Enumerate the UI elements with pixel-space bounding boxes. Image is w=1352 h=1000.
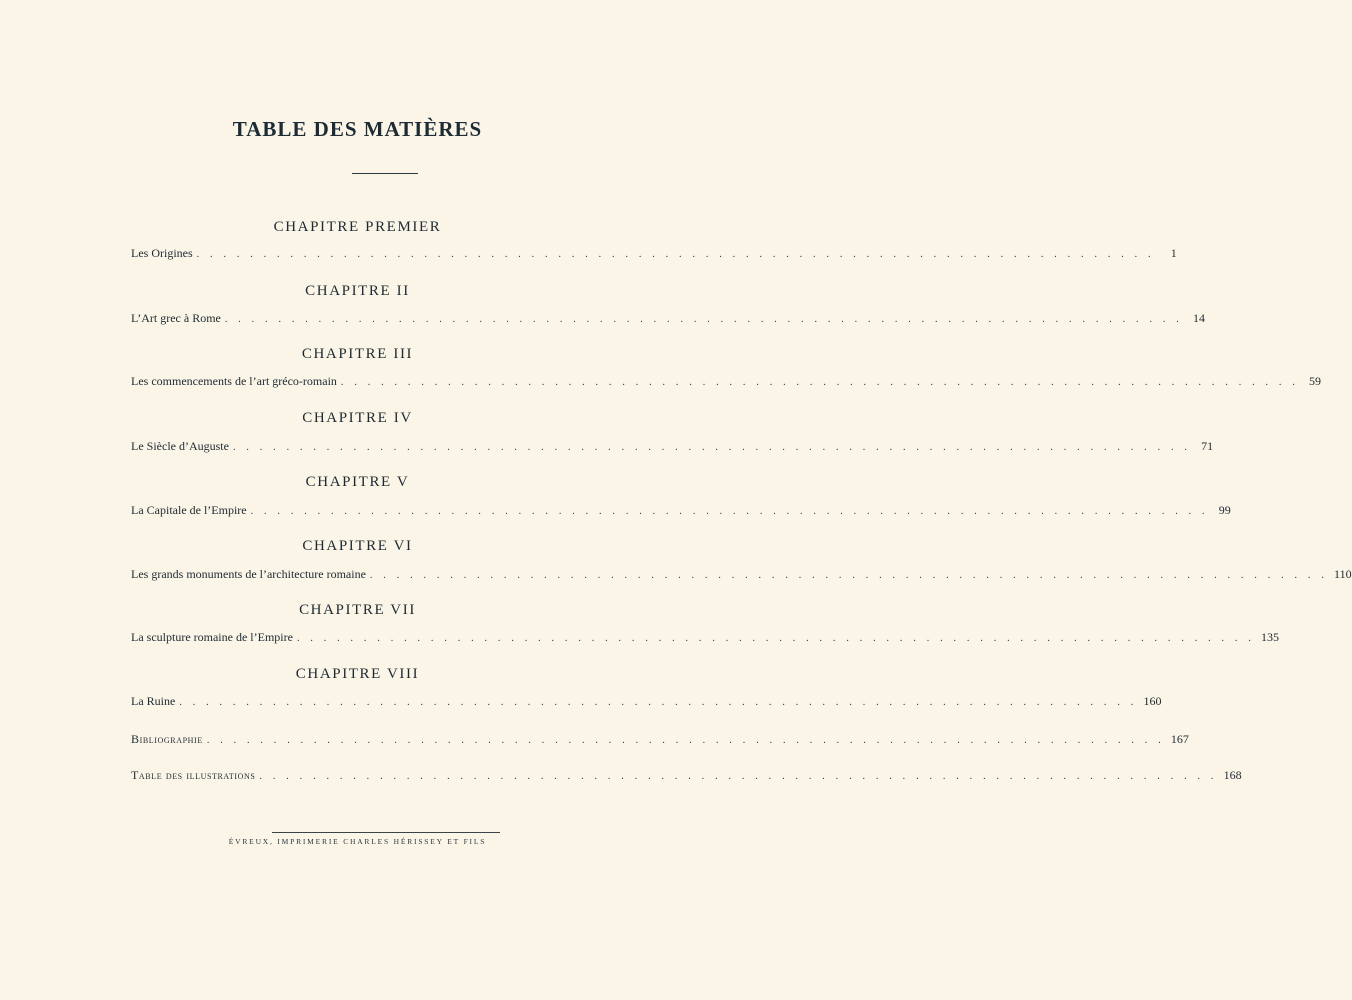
toc-entry-title: La sculpture romaine de l’Empire xyxy=(131,630,293,644)
printer-imprint: ÉVREUX, IMPRIMERIE CHARLES HÉRISSEY ET FILS xyxy=(228,837,487,846)
title-divider xyxy=(352,173,418,174)
toc-entry-title: La Capitale de l’Empire xyxy=(131,503,247,517)
chapter-heading: CHAPITRE II xyxy=(305,283,410,299)
toc-page-number: 71 xyxy=(1201,439,1214,453)
toc-entry-title: Le Siècle d’Auguste xyxy=(131,439,229,453)
toc-entry[interactable] xyxy=(131,503,1231,518)
toc-page-number: 168 xyxy=(1223,768,1242,782)
toc-entry-title: Bibliographie xyxy=(131,732,203,746)
toc-entry[interactable] xyxy=(131,311,1205,326)
toc-entry[interactable] xyxy=(131,694,1162,709)
toc-entry-title: Table des illustrations xyxy=(131,768,256,782)
chapter-heading: CHAPITRE V xyxy=(305,474,410,490)
toc-entry[interactable] xyxy=(131,567,1352,582)
toc-entry-title: Les grands monuments de l’architecture romaine xyxy=(131,567,366,581)
toc-entry-title: La Ruine xyxy=(131,694,176,708)
toc-page-number: 1 xyxy=(1170,246,1177,260)
toc-page-number: 160 xyxy=(1143,694,1162,708)
chapter-heading: CHAPITRE VII xyxy=(299,602,416,618)
chapter-heading: CHAPITRE VI xyxy=(302,538,413,554)
toc-entry-title: L’Art grec à Rome xyxy=(131,311,221,325)
toc-page-number: 59 xyxy=(1309,374,1322,388)
toc-entry[interactable] xyxy=(131,439,1214,454)
chapter-heading: CHAPITRE PREMIER xyxy=(273,219,442,235)
dot-leader: . . . . . . . . . . . . . . . . . . . . . . . . . . . . . . . . . . . . . . . . . . . . . . . . . . . . . . . . . . . . . . . . . . . . . . . . xyxy=(179,697,1138,708)
dot-leader: . . . . . . . . . . . . . . . . . . . . . . . . . . . . . . . . . . . . . . . . . . . . . . . . . . . . . . . . . . . . . . . . . . . . . . . . xyxy=(296,633,1256,644)
toc-entry-title: Les Origines xyxy=(131,246,193,260)
toc-page-number: 110 xyxy=(1334,567,1352,581)
toc-entry[interactable] xyxy=(131,246,1177,261)
toc-entry-illustrations[interactable] xyxy=(131,768,1242,783)
toc-entry[interactable] xyxy=(131,630,1280,645)
toc-page-number: 167 xyxy=(1170,732,1189,746)
chapter-heading: CHAPITRE VIII xyxy=(295,666,420,682)
toc-page-number: 99 xyxy=(1218,503,1231,517)
toc-entry-title: Les commencements de l’art gréco-romain xyxy=(131,374,337,388)
dot-leader: . . . . . . . . . . . . . . . . . . . . . . . . . . . . . . . . . . . . . . . . . . . . . . . . . . . . . . . . . . . . . . . . . . . . . . . . xyxy=(369,570,1329,581)
dot-leader: . . . . . . . . . . . . . . . . . . . . . . . . . . . . . . . . . . . . . . . . . . . . . . . . . . . . . . . . . . . . . . . . . . . . . . . . xyxy=(259,771,1218,782)
toc-entry[interactable] xyxy=(131,374,1322,389)
toc-page-number: 135 xyxy=(1261,630,1280,644)
dot-leader: . . . . . . . . . . . . . . . . . . . . . . . . . . . . . . . . . . . . . . . . . . . . . . . . . . . . . . . . . . . . . . . . . . . . . . . . xyxy=(340,377,1300,388)
dot-leader: . . . . . . . . . . . . . . . . . . . . . . . . . . . . . . . . . . . . . . . . . . . . . . . . . . . . . . . . . . . . . . . . . . . . . . . . xyxy=(196,249,1155,260)
toc-entry-bibliography[interactable] xyxy=(131,732,1189,747)
dot-leader: . . . . . . . . . . . . . . . . . . . . . . . . . . . . . . . . . . . . . . . . . . . . . . . . . . . . . . . . . . . . . . . . . . . . . . . . xyxy=(232,442,1192,453)
imprint-divider xyxy=(272,832,500,833)
page-title: TABLE DES MATIÈRES xyxy=(232,117,483,141)
dot-leader: . . . . . . . . . . . . . . . . . . . . . . . . . . . . . . . . . . . . . . . . . . . . . . . . . . . . . . . . . . . . . . . . . . . . . . . . xyxy=(206,735,1165,746)
chapter-heading: CHAPITRE IV xyxy=(302,410,413,426)
dot-leader: . . . . . . . . . . . . . . . . . . . . . . . . . . . . . . . . . . . . . . . . . . . . . . . . . . . . . . . . . . . . . . . . . . . . . . . . xyxy=(224,314,1183,325)
chapter-heading: CHAPITRE III xyxy=(301,346,414,362)
toc-page-number: 14 xyxy=(1192,311,1205,325)
dot-leader: . . . . . . . . . . . . . . . . . . . . . . . . . . . . . . . . . . . . . . . . . . . . . . . . . . . . . . . . . . . . . . . . . . . . . . . . xyxy=(250,506,1209,517)
